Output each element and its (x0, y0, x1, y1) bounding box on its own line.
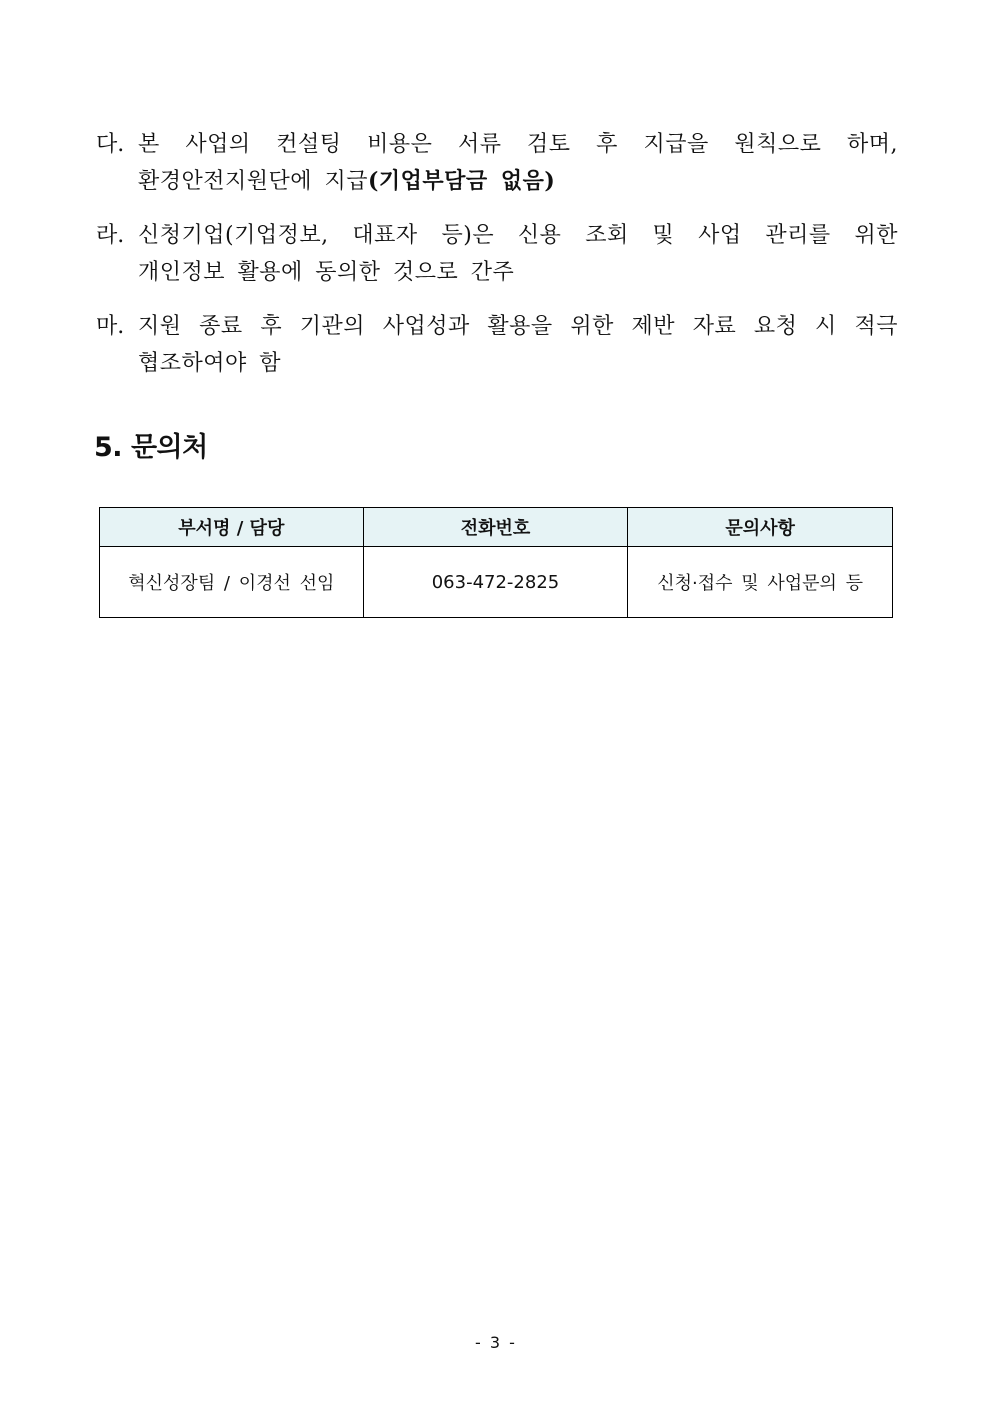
notice-item-ra (96, 217, 898, 291)
section-title-contact: 5. 문의처 (94, 432, 208, 463)
header-phone: 전화번호 (363, 508, 628, 547)
item-text-bold: (기업부담금 없음) (368, 168, 556, 194)
page-number: - 3 - (475, 1333, 517, 1352)
cell-inquiry: 신청·접수 및 사업문의 등 (628, 547, 893, 618)
table-row (100, 547, 893, 618)
notice-item-ma (96, 308, 898, 382)
item-body (138, 126, 898, 200)
item-body (138, 217, 898, 291)
item-body (138, 308, 898, 382)
item-text-line1: 신청기업(기업정보, 대표자 등)은 신용 조회 및 사업 관리를 위한 (138, 223, 898, 248)
item-text-line2: 협조하여야 함 (138, 351, 282, 376)
cell-phone: 063-472-2825 (363, 547, 628, 618)
table-header-row (100, 508, 893, 547)
item-marker: 라. (96, 223, 125, 248)
contact-table (99, 507, 893, 618)
item-marker: 다. (96, 132, 125, 157)
header-inquiry: 문의사항 (628, 508, 893, 547)
item-text-line1: 지원 종료 후 기관의 사업성과 활용을 위한 제반 자료 요청 시 적극 (138, 314, 898, 339)
item-text-line2: 개인정보 활용에 동의한 것으로 간주 (138, 260, 515, 285)
notice-item-da (96, 126, 898, 200)
notice-items (96, 126, 898, 399)
item-marker: 마. (96, 314, 125, 339)
item-text-line2 (138, 163, 898, 200)
cell-department: 혁신성장팀 / 이경선 선임 (100, 547, 364, 618)
item-text-prefix: 환경안전지원단에 지급 (138, 169, 369, 194)
header-department: 부서명 / 담당 (100, 508, 364, 547)
item-text-line1: 본 사업의 컨설팅 비용은 서류 검토 후 지급을 원칙으로 하며, (138, 132, 898, 157)
